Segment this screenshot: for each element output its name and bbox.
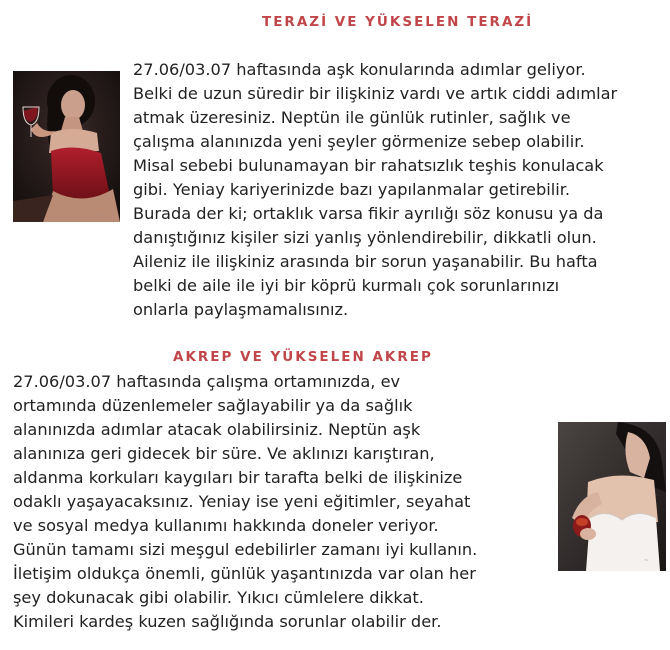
text-line: ve sosyal medya kullanımı hakkında doneler veriyor. bbox=[13, 516, 439, 535]
illustration-woman-red-dress bbox=[13, 71, 120, 222]
svg-text:~: ~ bbox=[99, 213, 104, 219]
text-line: danıştığınız kişiler sizi yanlış yönlendirebilir, dikkatli olun. bbox=[133, 228, 597, 247]
text-line: ortamında düzenlemeler sağlayabilir ya da sağlık bbox=[13, 396, 413, 415]
text-line: alanınızda adımlar atacak olabilirsiniz. Neptün aşk bbox=[13, 420, 421, 439]
text-line: 27.06/03.07 haftasında aşk konularında adımlar geliyor. bbox=[133, 60, 586, 79]
text-line: İletişim oldukça önemli, günlük yaşantınızda var olan her bbox=[13, 564, 476, 583]
text-line: Aileniz ile ilişkiniz arasında bir sorun yaşanabilir. Bu hafta bbox=[133, 252, 598, 271]
text-line: atmak üzeresiniz. Neptün ile günlük rutinler, sağlık ve bbox=[133, 108, 571, 127]
text-line: alanınıza geri gidecek bir süre. Ve aklınızı karıştıran, bbox=[13, 444, 435, 463]
text-line: odaklı yaşayacaksınız. Yeniay ise yeni eğitimler, seyahat bbox=[13, 492, 471, 511]
section-heading-libra: TERAZİ VE YÜKSELEN TERAZİ bbox=[262, 14, 534, 30]
text-line: Burada der ki; ortaklık varsa fikir ayrılığı söz konusu ya da bbox=[133, 204, 604, 223]
text-line: belki de aile ile iyi bir köprü kurmalı çok sorunlarınızı bbox=[133, 276, 560, 295]
text-line: gibi. Yeniay kariyerinizde bazı yapılanmalar getirebilir. bbox=[133, 180, 571, 199]
illustration-woman-white-top bbox=[558, 422, 666, 571]
text-line: Günün tamamı sizi meşgul edebilirler zamanı iyi kullanın. bbox=[13, 540, 478, 559]
text-line: 27.06/03.07 haftasında çalışma ortamınızda, ev bbox=[13, 372, 401, 391]
section-heading-scorpio: AKREP VE YÜKSELEN AKREP bbox=[173, 349, 433, 365]
text-line: aldanma korkuları kaygıları bir tarafta belki de ilişkinize bbox=[13, 468, 463, 487]
text-line: çalışma alanınızda yeni şeyler görmenize sebep olabilir. bbox=[133, 132, 585, 151]
text-line: Kimileri kardeş kuzen sağlığında sorunlar olabilir der. bbox=[13, 612, 442, 631]
svg-text:~: ~ bbox=[644, 558, 649, 564]
text-line: şey dokunacak gibi olabilir. Yıkıcı cümlelere dikkat. bbox=[13, 588, 424, 607]
text-line: Misal sebebi bulunamayan bir rahatsızlık teşhis konulacak bbox=[133, 156, 604, 175]
text-line: Belki de uzun süredir bir ilişkiniz vardı ve artık ciddi adımlar bbox=[133, 84, 618, 103]
text-line: onlarla paylaşmamalısınız. bbox=[133, 300, 349, 319]
